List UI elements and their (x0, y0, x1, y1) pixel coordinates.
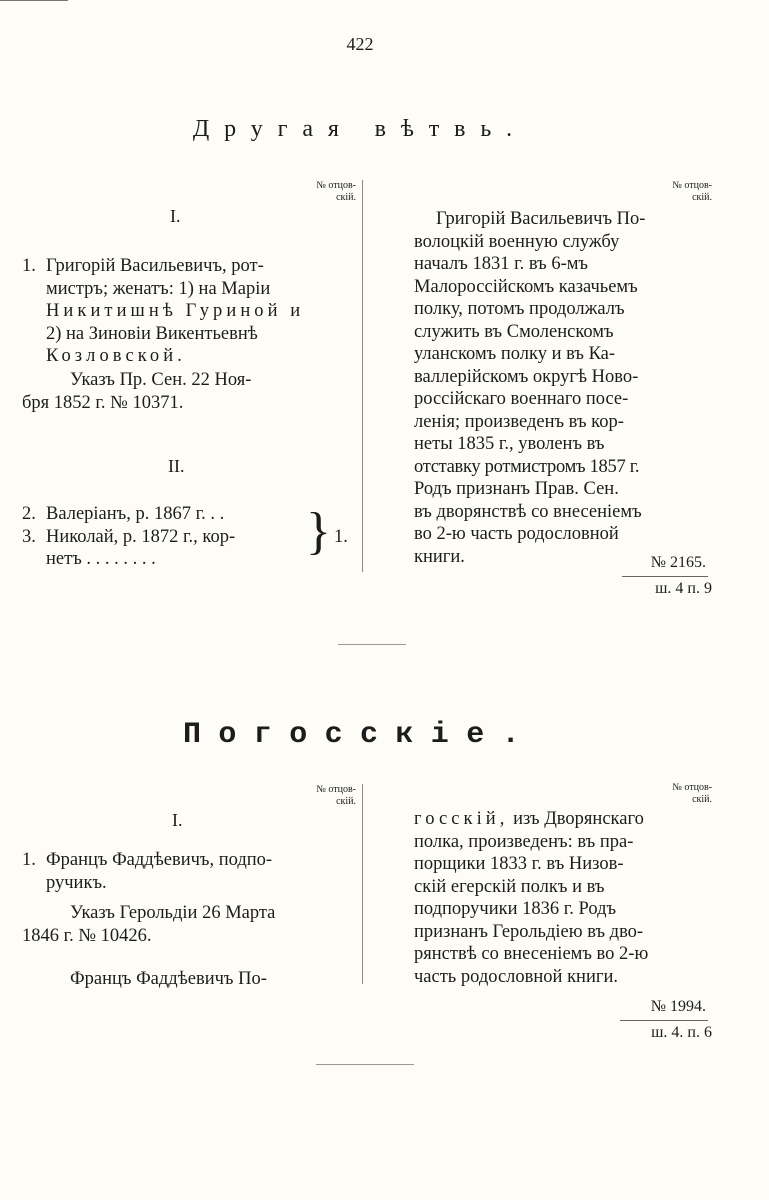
decree-line: бря 1852 г. № 10371. (22, 392, 184, 413)
bio-line: неты 1835 г., уволенъ въ (414, 434, 605, 454)
bio-grigoriy (414, 208, 706, 568)
father-number-note: № отцов- скій. (316, 784, 356, 807)
child-number: 3. (22, 526, 36, 547)
children-list (22, 503, 312, 571)
child-text: Валеріанъ, р. 1867 г. . . (46, 504, 225, 524)
bio-line: ленія; произведенъ въ кор- (414, 411, 624, 432)
father-number-note: № отцов- скій. (316, 180, 356, 203)
section-title-other-branch: Другая вѣтвь. (192, 116, 528, 142)
generation-numeral: I. (172, 810, 183, 830)
decree-block (22, 369, 308, 414)
column-divider (362, 784, 363, 984)
child-text: Николай, р. 1872 г., кор- (46, 526, 236, 547)
record-reference: ш. 4 п. 9 (655, 580, 712, 597)
entry-line: Григорій Васильевичъ, рот- (46, 256, 264, 276)
record-number: № 2165. (650, 554, 706, 571)
bio-line: подпоручики 1836 г. Родъ (414, 899, 617, 919)
father-number-note: № отцов- скій. (672, 180, 712, 203)
section-title-pogosskie: Погосскіе. (182, 718, 538, 752)
bio-line: рянствѣ со внесеніемъ во 2-ю (414, 944, 649, 964)
bio-line: полка, произведенъ: въ пра- (414, 831, 634, 852)
bio-line: служить въ Смоленскомъ (414, 321, 614, 342)
child-number: 2. (22, 504, 36, 524)
entry-frants (46, 849, 308, 894)
bio-text: изъ Дворянскаго (508, 809, 644, 829)
bio-line: уланскомъ полку и въ Ка- (414, 344, 616, 364)
bio-line: отставку ротмистромъ 1857 г. (414, 456, 640, 477)
bio-line: полку, потомъ продолжалъ (414, 299, 625, 319)
record-rule (620, 1020, 708, 1021)
section-separator (338, 644, 406, 645)
generation-numeral: II. (168, 456, 185, 476)
record-reference: ш. 4. п. 6 (651, 1024, 712, 1041)
bio-line: Францъ Фаддѣевичъ По- (70, 969, 267, 989)
child-text: нетъ . . . . . . . . (46, 549, 156, 569)
father-number-note: № отцов- скій. (672, 782, 712, 805)
surname-fragment: госскій, (414, 809, 509, 829)
entry-grigoriy (46, 255, 308, 368)
bio-line: признанъ Герольдіею въ дво- (414, 921, 644, 942)
section-separator (316, 1064, 414, 1065)
record-number: № 1994. (650, 998, 706, 1015)
father-ref-number: 1. (334, 527, 348, 547)
entry-number: 1. (22, 256, 36, 276)
bio-line: въ дворянствѣ со внесеніемъ (414, 501, 642, 522)
entry-line: ручикъ. (46, 872, 107, 893)
entry-line: Францъ Фаддѣевичъ, подпо- (46, 850, 273, 870)
bio-line: волоцкій военную службу (414, 231, 620, 252)
entry-line: мистръ; женатъ: 1) на Маріи (46, 278, 271, 299)
child-row (22, 526, 312, 549)
bio-start (22, 968, 308, 991)
child-row (22, 548, 312, 571)
generation-numeral: I. (170, 206, 181, 226)
column-divider (362, 180, 363, 572)
header-rule (0, 0, 68, 1)
decree-block (22, 902, 308, 947)
bio-line-first (414, 808, 706, 831)
decree-line: Указъ Герольдіи 26 Марта (70, 903, 276, 923)
brace: } (306, 503, 331, 560)
bio-line: порщики 1833 г. въ Низов- (414, 854, 624, 874)
bio-line: россійскаго военнаго посе- (414, 389, 629, 409)
bio-line: книги. (414, 546, 465, 567)
bio-line: валлерійскомъ округѣ Ново- (414, 366, 639, 387)
bio-line: часть родословной книги. (414, 966, 618, 987)
bio-line: скій егерскій полкъ и въ (414, 876, 605, 897)
child-number (22, 548, 46, 571)
entry-line: 2) на Зиновіи Викентьевнѣ (46, 323, 258, 344)
bio-frants (414, 808, 706, 988)
bio-line: началъ 1831 г. въ 6-мъ (414, 254, 588, 274)
bio-line: Родъ признанъ Прав. Сен. (414, 479, 619, 499)
bio-line: во 2-ю часть родословной (414, 524, 619, 544)
record-rule (622, 576, 708, 577)
page-number: 422 (346, 34, 374, 54)
entry-line-spaced: Козловской. (46, 346, 186, 366)
decree-line: Указъ Пр. Сен. 22 Ноя- (70, 370, 252, 390)
decree-line: 1846 г. № 10426. (22, 925, 152, 946)
child-row (22, 503, 312, 526)
bio-line: Малороссійскомъ казачьемъ (414, 276, 638, 297)
entry-number: 1. (22, 850, 36, 870)
entry-line-spaced: Никитишнѣ Гуриной и (46, 301, 305, 321)
bio-line: Григорій Васильевичъ По- (436, 209, 646, 229)
